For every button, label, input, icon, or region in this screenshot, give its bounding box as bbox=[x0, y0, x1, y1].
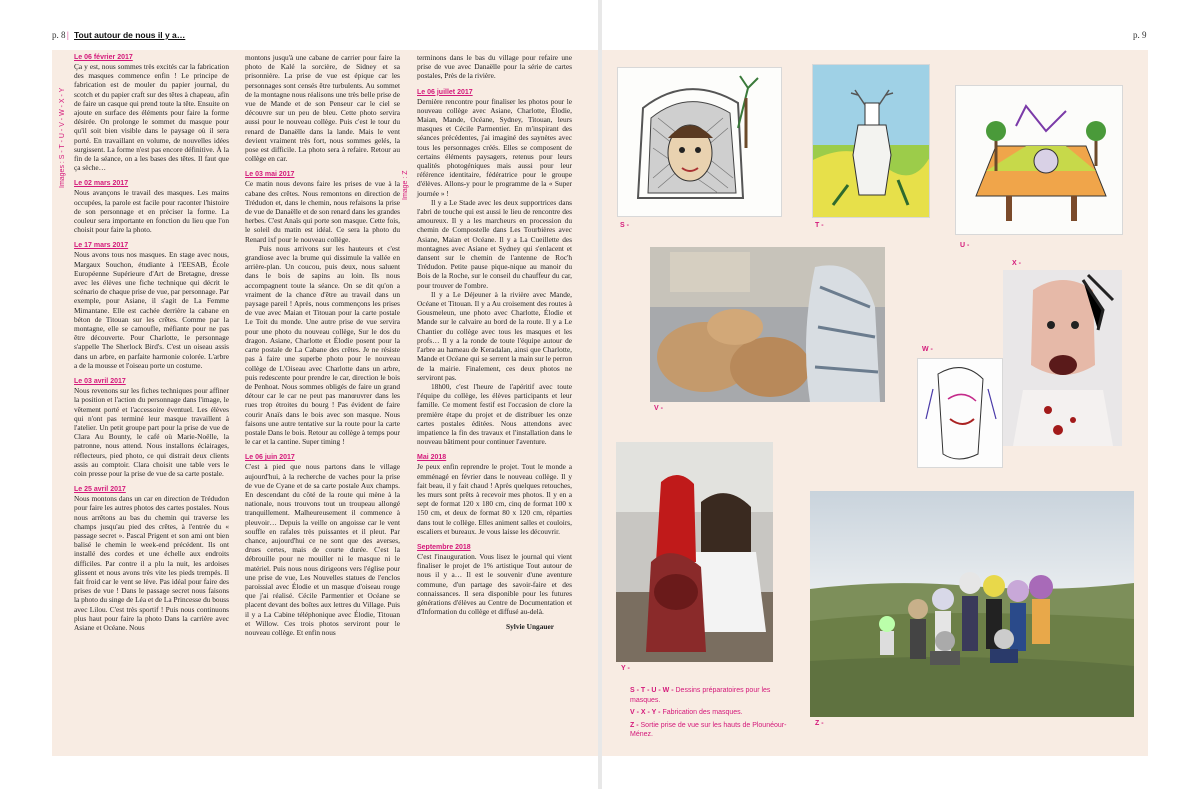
entry-text: Ça y est, nous sommes très excités car la fabrication des masques commence enfin ! Le principe de fabrication est de mouler du papier journal, du scotch et du papier craft sur des têtes à chapeau, afin de faire un casque qui prend toute la tête. Ensuite on ajoute en surface des éléments pour faire la forme désirée. On prolonge le sommet du masque pour qu'il soit bien visible dans le paysage où il sera porté. En travaillant en volume, de nouvelles idées surgissent. La forme n'est pas encore définitive. À la fin de la séance, on a les bases des têtes. Il faut que ça sèche… bbox=[74, 62, 229, 173]
label-t: T - bbox=[815, 222, 824, 229]
credit-middle: Image : Z bbox=[402, 170, 409, 200]
legend-key: Z - bbox=[630, 721, 639, 729]
entry-text: C'est à pied que nous partons dans le village aujourd'hui, à la recherche de vaches pour la prise de vue de Cyane et de sa carte postale Aux champs. En descendant du côté de la route qui mène à la nationale, nous trouvons tout un troupeau allongé tranquillement. Malheureusement il commence à pleuvoir… Depuis la veille on angoisse car le vent souffle en rafales très puissantes et il pleut. Par chance, aujourd'hui ce ne sont que des averses, drues certes, mais de courte durée. C'est la débrouille pour ne mouiller ni le masque ni le matériel. Puis nous nous dirigeons vers l'église pour une prise de vue, Les Nouvelles statues de l'enclos paroissial avec Élodie et un masque d'oiseau rouge que j'ai réalisé. Cécile Parmentier et Océane se placent devant des boîtes aux lettres du Village. Puis il y a La Cabine téléphonique avec Élodie, Titouan et Willow. Ces trois photos serviront pour le nouveau collège. Et enfin nous bbox=[245, 462, 400, 637]
legend-item bbox=[630, 708, 800, 718]
text-column-2 bbox=[245, 53, 400, 637]
image-v-photo bbox=[650, 247, 885, 402]
entry-date: Le 06 juillet 2017 bbox=[417, 88, 473, 96]
entry-text: Il y a Le Déjeuner à la rivière avec Mande, Océane et Titouan. Il y a Au croisement des routes à Gousmeleun, une photo avec Charlotte, Élodie et Mande sur le calvaire au bord de la route. Il y a Le Chantier du collège avec tous les masques et les profs… Il y a la ronde de toute l'équipe autour de l'arbre au hameau de Keradalan, ainsi que Charlotte, Mande et Océane qui se serrent la main sur le perron de la mairie. Finalement, ces deux photos ne serviront pas. bbox=[417, 289, 572, 382]
caption-legend bbox=[630, 686, 800, 743]
entry-text: Nous avons tous nos masques. En stage avec nous, Margaux Souchon, étudiante à l'EESAB, École Européenne Supérieure d'Art de Bretagne, dresse avec les élèves une fiche technique qui décrit le scénario de chaque prise de vue, par personnage. Par exemple, pour Asiane, il s'agit de La Femme Mimantane. Elle est cachée derrière la cabane en béton de Titouan sur les crêtes. Comme par la montagne, elle se camoufle, méfiante pour ne pas être découverte. Pour Charlotte, le personnage s'appelle The Sherlock Bird's. C'est un oiseau assis dans un arbre, en parfaite harmonie colorée. L'arbre a de la mousse et l'oiseau porte un costume. bbox=[74, 250, 229, 370]
entry-text: Dernière rencontre pour finaliser les photos pour le nouveau collège avec Asiane, Charlotte, Élodie, Maian, Mande, Océane, Sydney, Titouan, leurs masques et Cécile Parmentier. En m'inspirant des séances précédentes, j'ai imaginé des saynètes avec tous les personnages créés. Elles se composent de certains éléments paysagers, retenus pour leurs qualités photogéniques mais aussi pour leur référence identitaire, fédératrice pour le groupe d'élèves. Allons-y pour le programme de la « Super journée » ! bbox=[417, 96, 572, 198]
image-t-drawing bbox=[812, 64, 930, 218]
entry-date: Septembre 2018 bbox=[417, 543, 471, 551]
entry-date: Le 17 mars 2017 bbox=[74, 242, 129, 250]
text-column-3 bbox=[417, 53, 572, 632]
header-separator: | bbox=[67, 30, 69, 40]
entry-text: 18h00, c'est l'heure de l'apéritif avec toute l'équipe du collège, les élèves participants et leur famille. Ce moment festif est l'occasion de clore la première étape du projet et de distribuer les onze cartes postales éditées. Nous attendons avec impatience la fin des travaux et l'installation dans le nouveau bâtiment pour continuer l'aventure. bbox=[417, 381, 572, 447]
label-x: X - bbox=[1012, 260, 1021, 267]
entry-date: Le 06 juin 2017 bbox=[245, 454, 295, 462]
entry-date: Mai 2018 bbox=[417, 454, 447, 462]
legend-item bbox=[630, 721, 800, 740]
entry-date: Le 03 avril 2017 bbox=[74, 378, 126, 386]
legend-text: Fabrication des masques. bbox=[662, 709, 743, 716]
author-signature: Sylvie Ungauer bbox=[506, 622, 554, 632]
legend-text: Dessins préparatoires pour les masques. bbox=[630, 687, 771, 704]
legend-item bbox=[630, 686, 800, 705]
entry-text: Nous montons dans un car en direction de Trédudon pour faire les autres photos des cartes postales. Nous nous arrêtons au bas du chemin qui traverse les champs jusqu'au pied des crêtes, à l'entrée du « passage secret ». Pascal Prigent et son ami ont bien balisé le chemin le week-end précédent. Ils ont installé des cordes et une échelle aux endroits difficiles. Par contre il a plu la nuit, les ardoises glissent et nous avons très vite les pieds trempés. Il fait froid car le vent se lève. Pas idéal pour faire des prises de vue ! Dans le passage secret nous faisons la photo du singe de Léa et de La Princesse du bouss avec Lilou. C'est très sportif ! Puis nous continuons plus haut pour faire la photo Dans la carrière avec Asiane et Océane. Nous bbox=[74, 494, 229, 632]
label-v: V - bbox=[654, 405, 663, 412]
legend-key: S - T - U - W - bbox=[630, 687, 674, 694]
entry-text: C'est l'inauguration. Vous lisez le journal qui vient finaliser le projet de 1% artistique Tout autour de nous il y a… Il est le souvenir d'une aventure commune, d'un partage des savoir-faire et des connaissances. Il sera disponible pour les futures générations d'élèves au Centre de Documentation et d'Information du collège et diffusé au-delà. bbox=[417, 551, 572, 617]
image-x-photo bbox=[1003, 270, 1122, 446]
page-number-right: p. 9 bbox=[1133, 30, 1147, 40]
entry-text: Nous revenons sur les fiches techniques pour affiner la position et l'action du personnage dans l'image, le vêtement porté et l'accessoire éventuel. Les élèves qui n'ont pas terminé leur masque travaillent à l'atelier. Un petit groupe part pour la prise de vue de Clara Au Bounty, le café où Marie-Noëlle, la patronne, nous attend. Nous installons éclairages, réflecteurs, pied photo, ce qui distrait deux clients assis au comptoir. Clara choisit une table vers le coin presse pour la prise de vue de sa carte postale. bbox=[74, 386, 229, 478]
label-w: W - bbox=[922, 346, 933, 353]
page-number-left: p. 8 bbox=[52, 30, 66, 40]
legend-text: Sortie prise de vue sur les hauts de Plounéour-Ménez. bbox=[630, 721, 787, 738]
entry-text: montons jusqu'à une cabane de carrier pour faire la photo de Kalé la sorcière, de Sidney et sa prisonnière. La prise de vue est épique car les personnages sont censés être turbulents. Au sommet de la montagne nous réalisons une très belle prise de vue de Mande et de son Penseur car le ciel se découvre sur un peu de bleu. Cette photo servira aussi pour le nouveau collège. Puis c'est le tour du renard de Danaëlle dans la lande. Mais le vent devient vraiment très fort, nous sommes gelés, la pose est difficile. La photo sera à refaire. Retour au collège en car. bbox=[245, 53, 400, 164]
image-z-photo bbox=[810, 491, 1134, 717]
label-z: Z - bbox=[815, 720, 824, 727]
legend-key: V - X - Y - bbox=[630, 709, 661, 716]
image-s-drawing bbox=[617, 67, 782, 217]
image-u-drawing bbox=[955, 85, 1123, 235]
entry-date: Le 25 avril 2017 bbox=[74, 486, 126, 494]
credit-left: Images : S - T - U - V - W - X - Y bbox=[59, 87, 66, 188]
label-s: S - bbox=[620, 222, 629, 229]
image-w-drawing bbox=[917, 358, 1003, 468]
entry-date: Le 02 mars 2017 bbox=[74, 180, 129, 188]
entry-text: Ce matin nous devons faire les prises de vue à la cabane des crêtes. Nous remontons en direction de Trédudon et, dans le chemin, nous refaisons la prise de vue de Danaëlle et de son renard dans les grandes herbes. C'est Anaïs qui porte son masque. Cette fois, le soleil du matin est idéal. Ce sera la photo du Renard ixf pour le nouveau collège. bbox=[245, 179, 400, 244]
entry-text: terminons dans le bas du village pour refaire une prise de vue avec Danaëlle pour la série de cartes postales, Près de la rivière. bbox=[417, 53, 572, 81]
entry-date: Le 06 février 2017 bbox=[74, 54, 133, 61]
label-u: U - bbox=[960, 242, 970, 249]
entry-text: Je peux enfin reprendre le projet. Tout le monde a emménagé en février dans le nouveau collège. Il y fait beau, il y fait chaud ! Après quelques retouches, les murs sont prêts à recevoir mes photos. Il y en a sept de format 120 x 180 cm, cinq de format 100 x 150 cm, et deux de format 80 x 120 cm, réparties dans tout le collège. Elles animent salles et couloirs, escaliers et bureaux. Je vous laisse les découvrir. bbox=[417, 462, 572, 536]
entry-text: Nous avançons le travail des masques. Les mains occupées, la parole est facile pour raconter l'histoire de son personnage et en préciser la forme. La couleur sera importante en fonction du lieu que l'on choisit pour faire la photo. bbox=[74, 188, 229, 235]
label-y: Y - bbox=[621, 665, 630, 672]
entry-text: Puis nous arrivons sur les hauteurs et c'est grandiose avec la brume qui dissimule la vallée en arrière-plan. Un coucou, puis deux, nous saluent dans le bois de sapins au loin. Ils nous accompagnent toute la séance. On se dit qu'on a vraiment de la chance d'être au travail dans un paysage pareil ! Après, nous commençons les prises de vue avec Maian et Titouan pour la carte postale Le Toit du monde. Une autre prise de vue servira pour une photo du nouveau collège, Sur le dos du dragon. Asiane, Charlotte et Élodie posent pour la carte postale de La Cabane des crêtes. Je ne résiste pas à faire une superbe photo pour le nouveau collège de L'Oiseau avec Charlotte dans un arbre, puis redescente pour prendre le car, direction le bois de Penhoat. Nous sommes obligés de faire un grand détour car le car ne peut pas manœuvrer dans les rues trop étroites du bourg ! Pas évident de faire courir Anaïs dans le bois avec son masque. Nous faisons une autre tentative sur la route pour la carte postale Dans le bois. Retour au collège à temps pour le car et la cantine. Super timing ! bbox=[245, 243, 400, 447]
entry-date: Le 03 mai 2017 bbox=[245, 171, 295, 179]
text-column-1 bbox=[74, 53, 229, 632]
running-title: Tout autour de nous il y a… bbox=[74, 30, 186, 40]
entry-text: Il y a Le Stade avec les deux supportrices dans l'abri de touche qui est aussi le lieu de rencontre des amoureux. Il y a les marcheurs en procession du chemin de Compostelle dans Les Tourbières avec Asiane, Maian et Océane. Il y a La Cueillette des montagnes avec Asiane et Sydney qui s'enlacent et dansent sur le chemin de l'antenne de Roc'h Trédudon. Petite pause pique-nique au manoir du Bois de la Roche, sur le conseil du chauffeur du car, pour trouver de l'ombre. bbox=[417, 197, 572, 290]
image-y-photo bbox=[616, 442, 773, 662]
